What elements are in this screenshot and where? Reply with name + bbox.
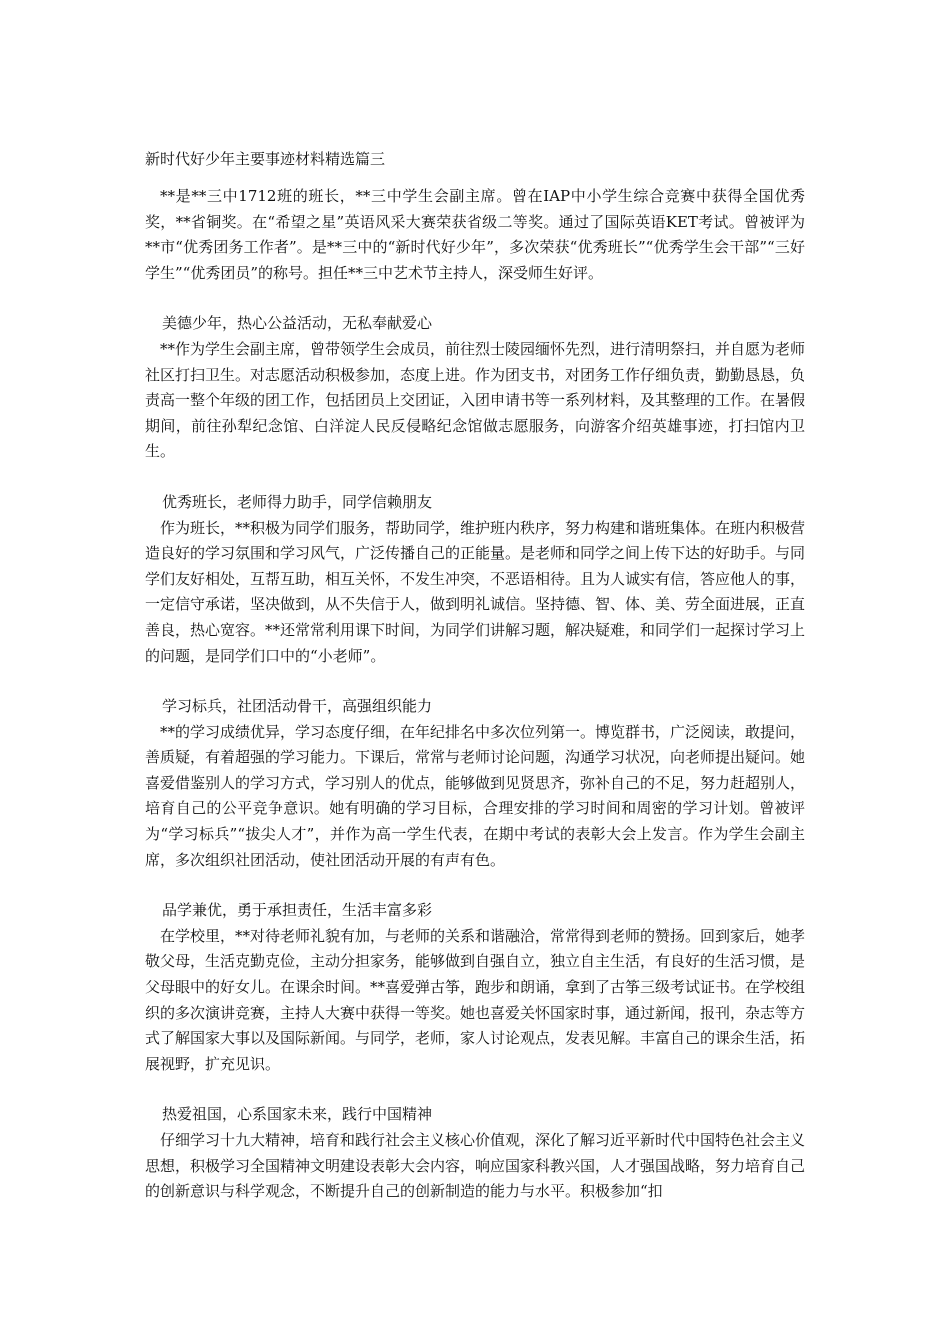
section-heading: 热爱祖国，心系国家未来，践行中国精神 bbox=[162, 1105, 433, 1124]
section-heading: 优秀班长，老师得力助手，同学信赖朋友 bbox=[162, 492, 433, 511]
section-body: 在学校里，**对待老师礼貌有加，与老师的关系和谐融洽，常常得到老师的赞扬。回到家后，她孝敬父母，生活克勤克俭，主动分担家务，能够做到自强自立，独立自主生活，有良好的生活习惯，是父母眼中的好女儿。在课余时间。**喜爱弹古筝，跑步和朗诵，拿到了古筝三级考试证书。在学校组织的多次演讲竞赛，主持人大赛中获得一等奖。她也喜爱关怀国家时事，通过新闻，报刊，杂志等方式了解国家大事以及国际新闻。与同学，老师，家人讨论观点，发表见解。丰富自己的课余生活，拓展视野，扩充见识。 bbox=[145, 926, 806, 1073]
intro-paragraph: **是**三中1712班的班长，**三中学生会副主席。曾在IAP中小学生综合竞赛中获得全国优秀奖，**省铜奖。在“希望之星”英语风采大赛荣获省级二等奖。通过了国际英语KET考试。曾被评为**市“优秀团务工作者”。是**三中的“新时代好少年”，多次荣获“优秀班长”“优秀学生会干部”“三好学生”“优秀团员”的称号。担任**三中艺术节主持人，深受师生好评。 bbox=[145, 187, 805, 282]
section-heading: 美德少年，热心公益活动，无私奉献爱心 bbox=[162, 314, 433, 333]
section-virtue bbox=[145, 311, 805, 465]
document-page bbox=[145, 146, 805, 1205]
section-study-model bbox=[145, 694, 805, 873]
section-body: 作为班长，**积极为同学们服务，帮助同学，维护班内秩序，努力构建和谐班集体。在班内积极营造良好的学习氛围和学习风气，广泛传播自己的正能量。是老师和同学之间上传下达的好助手。与同学们友好相处，互帮互助，相互关怀，不发生冲突，不恶语相待。且为人诚实有信，答应他人的事，一定信守承诺，坚决做到，从不失信于人，做到明礼诚信。坚持德、智、体、美、劳全面进展，正直善良，热心宽容。**还常常利用课下时间，为同学们讲解习题，解决疑难，和同学们一起探讨学习上的问题，是同学们口中的“小老师”。 bbox=[145, 518, 806, 665]
document-title: 新时代好少年主要事迹材料精选篇三 bbox=[145, 150, 386, 168]
section-body: **作为学生会副主席，曾带领学生会成员，前往烈士陵园缅怀先烈，进行清明祭扫，并自愿为老师社区打扫卫生。对志愿活动积极参加，态度上进。作为团支书，对团务工作仔细负责，勤勤恳恳，负责高一整个年级的团工作，包括团员上交团证，入团申请书等一系列材料，及其整理的工作。在暑假期间，前往孙犁纪念馆、白洋淀人民反侵略纪念馆做志愿服务，向游客介绍英雄事迹，打扫馆内卫生。 bbox=[145, 339, 806, 461]
section-body: 仔细学习十九大精神，培育和践行社会主义核心价值观，深化了解习近平新时代中国特色社会主义思想，积极学习全国精神文明建设表彰大会内容，响应国家科教兴国，人才强国战略，努力培育自己的创新意识与科学观念，不断提升自己的创新制造的能力与水平。积极参加“扣 bbox=[145, 1131, 806, 1201]
section-body: **的学习成绩优异，学习态度仔细，在年纪排名中多次位列第一。博览群书，广泛阅读，敢提问，善质疑，有着超强的学习能力。下课后，常常与老师讨论问题，沟通学习状况，向老师提出疑问。她喜爱借鉴别人的学习方式，学习别人的优点，能够做到见贤思齐，弥补自己的不足，努力赶超别人，培育自己的公平竞争意识。她有明确的学习目标，合理安排的学习时间和周密的学习计划。曾被评为“学习标兵”“拔尖人才”，并作为高一学生代表，在期中考试的表彰大会上发言。作为学生会副主席，多次组织社团活动，使社团活动开展的有声有色。 bbox=[145, 722, 806, 869]
section-heading: 学习标兵，社团活动骨干，高强组织能力 bbox=[162, 697, 433, 716]
section-heading: 品学兼优，勇于承担责任，生活丰富多彩 bbox=[162, 901, 433, 920]
section-all-round bbox=[145, 898, 805, 1077]
section-class-monitor bbox=[145, 490, 805, 669]
section-patriotism bbox=[145, 1102, 805, 1204]
